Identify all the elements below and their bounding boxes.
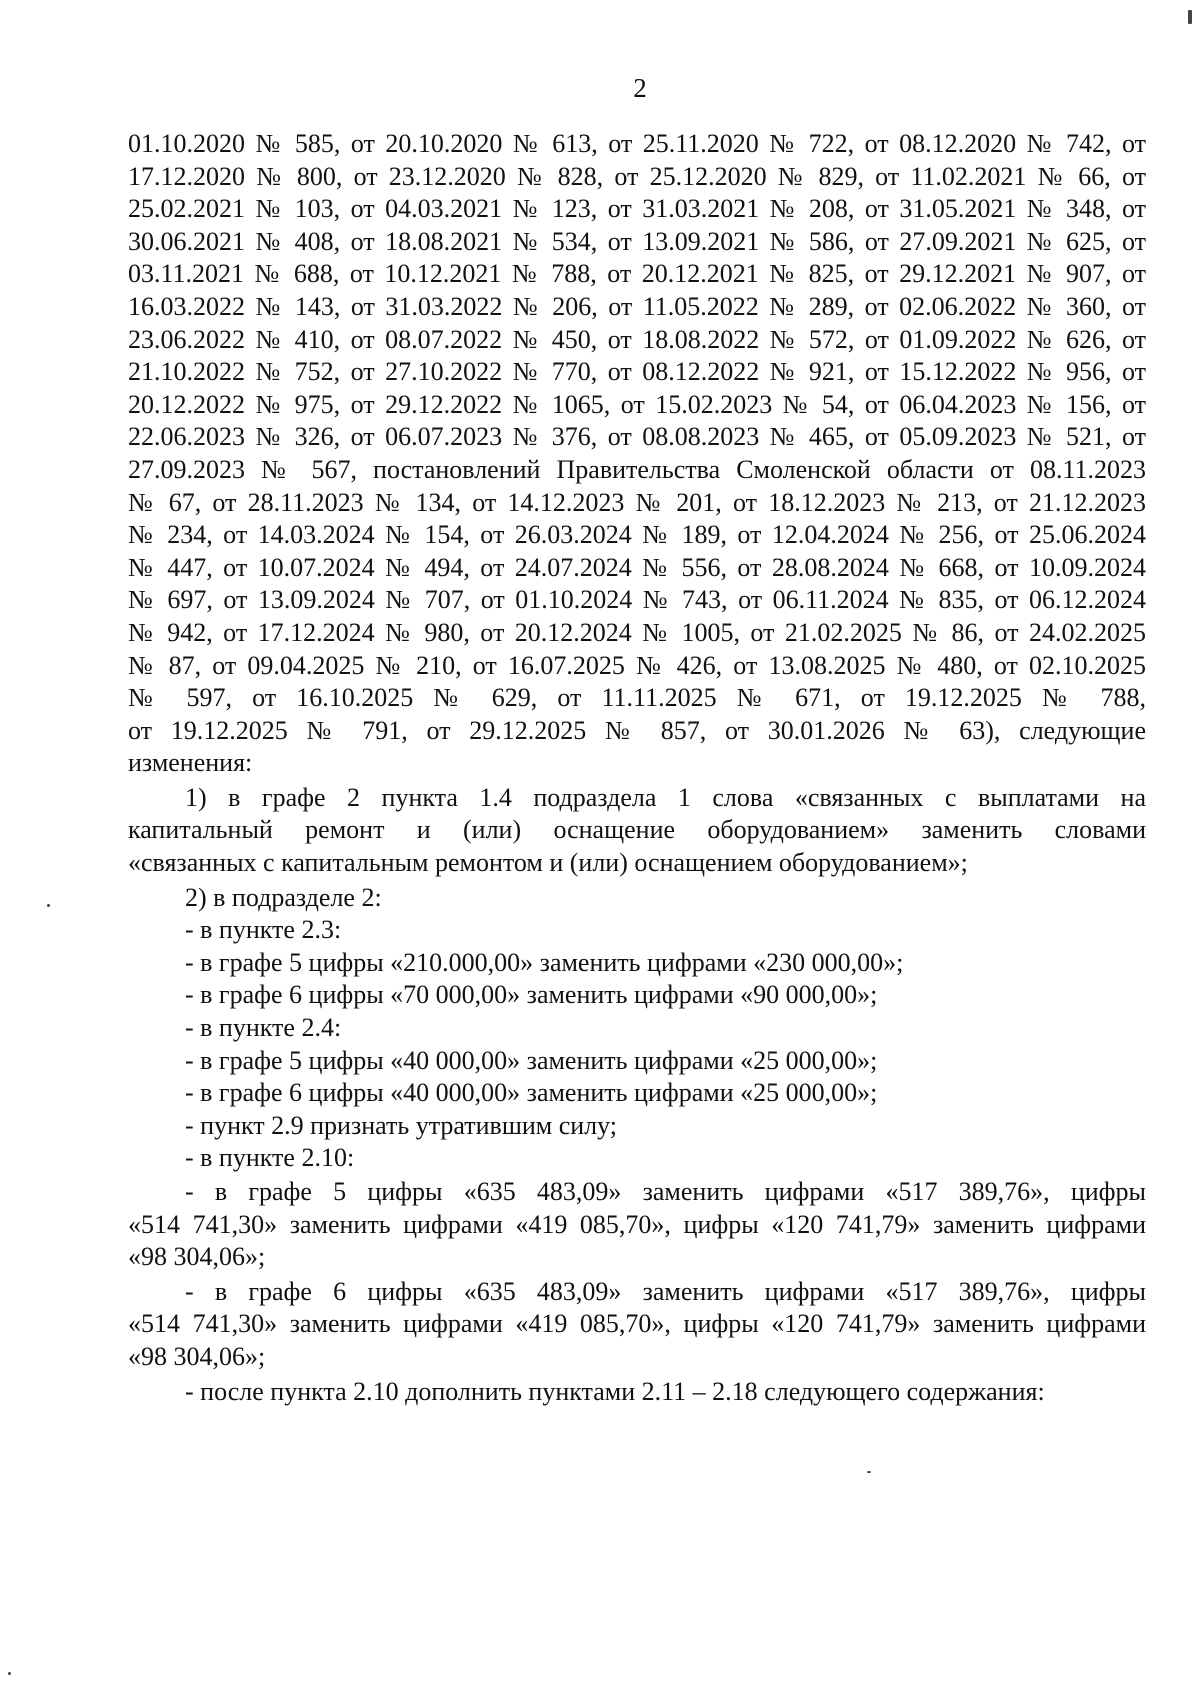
scan-speck (8, 1672, 11, 1675)
intro-paragraph (128, 128, 1146, 780)
text-line: 16.03.2022 № 143, от 31.03.2022 № 206, от 11.05.2022 № 289, от 02.06.2022 № 360, от (128, 291, 1146, 321)
text-line: № 67, от 28.11.2023 № 134, от 14.12.2023 № 201, от 18.12.2023 № 213, от 21.12.2023 (128, 487, 1146, 517)
scan-speck (47, 904, 50, 907)
list-item: - пункт 2.9 признать утратившим силу; (185, 1110, 618, 1140)
text-line: 27.09.2023 № 567, постановлений Правительства Смоленской области от 08.11.2023 (128, 454, 1146, 484)
text-line: 17.12.2020 № 800, от 23.12.2020 № 828, от 25.12.2020 № 829, от 11.02.2021 № 66, от (128, 161, 1146, 191)
text-line: «514 741,30» заменить цифрами «419 085,70», цифры «120 741,79» заменить цифрами (128, 1309, 1146, 1339)
graph-6-paragraph (128, 1276, 1146, 1374)
page-number: 2 (633, 73, 647, 103)
list-item: - в графе 6 цифры «40 000,00» заменить цифрами «25 000,00»; (185, 1078, 878, 1108)
list-item: - в пункте 2.3: (185, 915, 342, 945)
text-line: «связанных с капитальным ремонтом и (или) оснащением оборудованием»; (128, 848, 968, 878)
text-line: изменения: (128, 748, 253, 778)
item-2-list (128, 882, 1146, 1175)
list-item: - в графе 5 цифры «40 000,00» заменить цифрами «25 000,00»; (185, 1045, 878, 1075)
graph-5-paragraph (128, 1176, 1146, 1274)
list-item: - в графе 6 цифры «70 000,00» заменить цифрами «90 000,00»; (185, 980, 878, 1010)
text-line: «98 304,06»; (128, 1242, 266, 1272)
document-body (128, 128, 1146, 1408)
text-line: № 447, от 10.07.2024 № 494, от 24.07.2024 № 556, от 28.08.2024 № 668, от 10.09.2024 (128, 552, 1146, 582)
text-line: «514 741,30» заменить цифрами «419 085,70», цифры «120 741,79» заменить цифрами (128, 1209, 1146, 1239)
final-line: - после пункта 2.10 дополнить пунктами 2.11 – 2.18 следующего содержания: (185, 1376, 1045, 1406)
item-2-heading: 2) в подразделе 2: (185, 882, 382, 912)
list-item: - в графе 5 цифры «210.000,00» заменить цифрами «230 000,00»; (185, 947, 904, 977)
text-line: - в графе 5 цифры «635 483,09» заменить цифрами «517 389,76», цифры (185, 1177, 1146, 1206)
text-line: капитальный ремонт и (или) оснащение оборудованием» заменить словами (128, 815, 1146, 845)
text-line: - в графе 6 цифры «635 483,09» заменить цифрами «517 389,76», цифры (185, 1276, 1146, 1306)
text-line: 23.06.2022 № 410, от 08.07.2022 № 450, от 18.08.2022 № 572, от 01.09.2022 № 626, от (128, 324, 1146, 354)
text-line: 20.12.2022 № 975, от 29.12.2022 № 1065, от 15.02.2023 № 54, от 06.04.2023 № 156, от (128, 389, 1146, 419)
text-line: № 697, от 13.09.2024 № 707, от 01.10.2024 № 743, от 06.11.2024 № 835, от 06.12.2024 (128, 585, 1146, 615)
text-line: № 942, от 17.12.2024 № 980, от 20.12.2024 № 1005, от 21.02.2025 № 86, от 24.02.2025 (128, 617, 1146, 647)
text-line: «98 304,06»; (128, 1341, 266, 1371)
text-line: 21.10.2022 № 752, от 27.10.2022 № 770, от 08.12.2022 № 921, от 15.12.2022 № 956, от (128, 357, 1146, 387)
scan-speck (867, 1471, 871, 1473)
item-1-paragraph (128, 782, 1146, 880)
text-line: 22.06.2023 № 326, от 06.07.2023 № 376, от 08.08.2023 № 465, от 05.09.2023 № 521, от (128, 422, 1146, 452)
text-line: № 597, от 16.10.2025 № 629, от 11.11.2025 № 671, от 19.12.2025 № 788, (128, 683, 1146, 713)
text-line: 03.11.2021 № 688, от 10.12.2021 № 788, от 20.12.2021 № 825, от 29.12.2021 № 907, от (128, 259, 1146, 289)
scan-speck (1188, 10, 1192, 24)
text-line: от 19.12.2025 № 791, от 29.12.2025 № 857, от 30.01.2026 № 63), следующие (128, 715, 1146, 745)
text-line: 1) в графе 2 пункта 1.4 подраздела 1 слова «связанных с выплатами на (185, 782, 1146, 812)
text-line: 01.10.2020 № 585, от 20.10.2020 № 613, от 25.11.2020 № 722, от 08.12.2020 № 742, от (128, 129, 1146, 158)
text-line: 30.06.2021 № 408, от 18.08.2021 № 534, от 13.09.2021 № 586, от 27.09.2021 № 625, от (128, 226, 1146, 256)
text-line: № 87, от 09.04.2025 № 210, от 16.07.2025 № 426, от 13.08.2025 № 480, от 02.10.2025 (128, 650, 1146, 680)
list-item: - в пункте 2.4: (185, 1013, 342, 1043)
list-item: - в пункте 2.10: (185, 1143, 355, 1173)
text-line: № 234, от 14.03.2024 № 154, от 26.03.2024 № 189, от 12.04.2024 № 256, от 25.06.2024 (128, 520, 1146, 550)
text-line: 25.02.2021 № 103, от 04.03.2021 № 123, от 31.03.2021 № 208, от 31.05.2021 № 348, от (128, 194, 1146, 224)
